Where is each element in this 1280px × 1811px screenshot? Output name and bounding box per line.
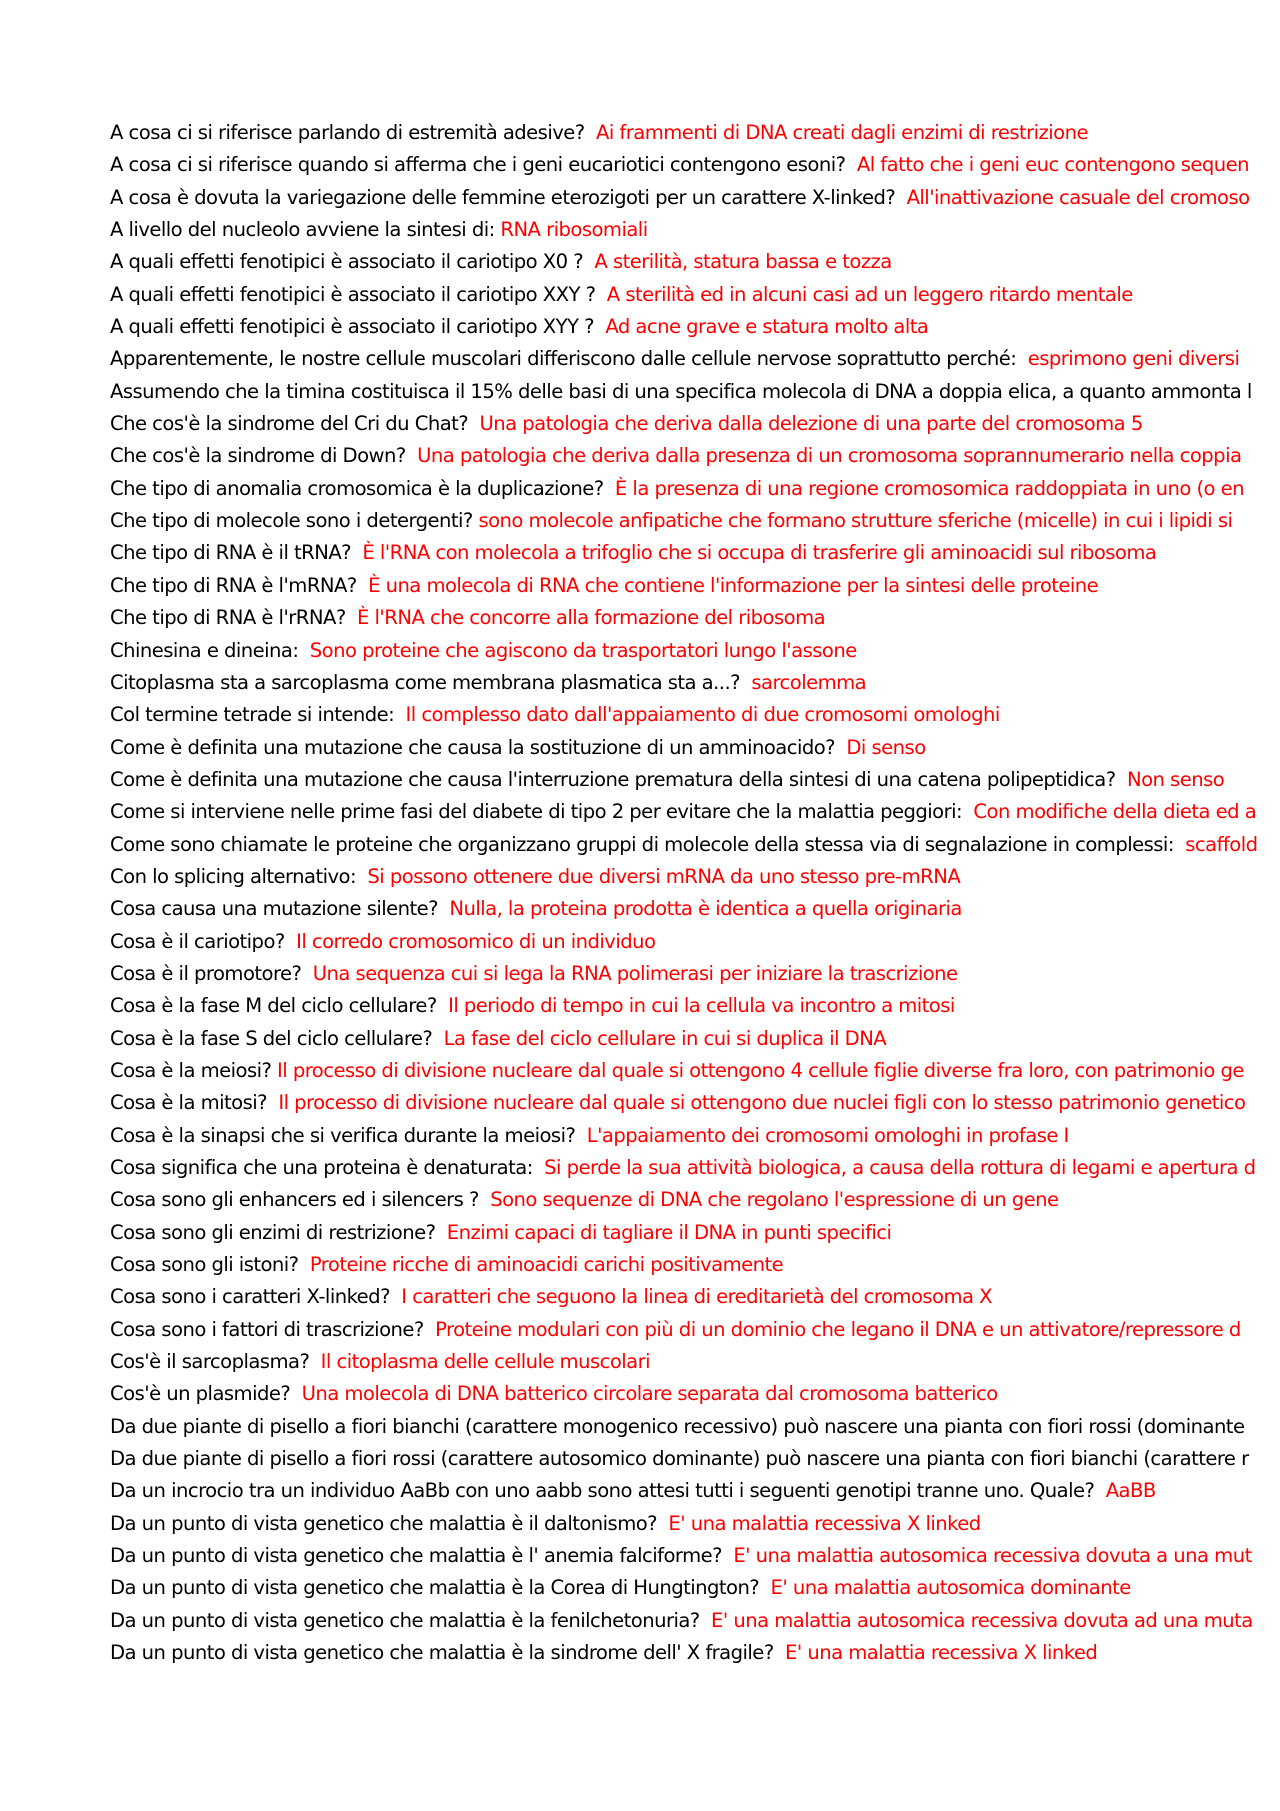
- question-text: Da un punto di vista genetico che malattia è la fenilchetonuria?: [110, 1608, 700, 1632]
- answer-text: Una molecola di DNA batterico circolare separata dal cromosoma batterico: [301, 1382, 998, 1406]
- question-text: Da un punto di vista genetico che malattia è l' anemia falciforme?: [110, 1544, 722, 1568]
- question-text: Che tipo di anomalia cromosomica è la duplicazione?: [110, 476, 604, 500]
- question-text: A quali effetti fenotipici è associato il cariotipo XXY ?: [110, 282, 596, 306]
- question-text: A quali effetti fenotipici è associato il cariotipo XYY ?: [110, 315, 594, 339]
- answer-text: A sterilità ed in alcuni casi ad un leggero ritardo mentale: [606, 282, 1133, 306]
- answer-text: I caratteri che seguono la linea di ereditarietà del cromosoma X: [401, 1285, 993, 1309]
- qa-row: [110, 764, 1280, 796]
- question-text: A livello del nucleolo avviene la sintesi di:: [110, 218, 495, 242]
- question-text: Col termine tetrade si intende:: [110, 703, 395, 727]
- question-text: Cosa è il promotore?: [110, 961, 302, 985]
- qa-row: [110, 376, 1280, 408]
- question-text: Cosa sono i fattori di trascrizione?: [110, 1317, 424, 1341]
- answer-text: A sterilità, statura bassa e tozza: [594, 250, 892, 274]
- answer-text: Il complesso dato dall'appaiamento di due cromosomi omologhi: [405, 703, 1000, 727]
- qa-row: [110, 667, 1280, 699]
- answer-text: È una molecola di RNA che contiene l'informazione per la sintesi delle proteine: [368, 573, 1099, 597]
- answer-text: Nulla, la proteina prodotta è identica a quella originaria: [449, 897, 962, 921]
- answer-text: sarcolemma: [751, 670, 867, 694]
- answer-text: È l'RNA che concorre alla formazione del ribosoma: [357, 606, 826, 630]
- question-text: Da due piante di pisello a fiori bianchi (carattere monogenico recessivo) può nascere una pianta con fiori rossi (dominante: [110, 1414, 1245, 1438]
- qa-row: [110, 505, 1280, 537]
- answer-text: All'inattivazione casuale del cromoso: [906, 185, 1250, 209]
- question-text: Cosa significa che una proteina è denaturata:: [110, 1156, 533, 1179]
- question-text: Da un incrocio tra un individuo AaBb con uno aabb sono attesi tutti i seguenti genotipi tranne uno. Quale?: [110, 1479, 1095, 1503]
- question-text: Cosa è la fase M del ciclo cellulare?: [110, 994, 437, 1018]
- answer-text: Il processo di divisione nucleare dal quale si ottengono due nuclei figli con lo stesso patrimonio genetico: [278, 1091, 1246, 1115]
- answer-text: Con modifiche della dieta ed a: [973, 800, 1257, 824]
- answer-text: Ad acne grave e statura molto alta: [605, 315, 929, 339]
- qa-row: [110, 311, 1280, 343]
- answer-text: La fase del ciclo cellulare in cui si duplica il DNA: [443, 1026, 887, 1050]
- qa-row: [110, 570, 1280, 602]
- qa-row: [110, 1346, 1280, 1378]
- answer-text: E' una malattia autosomica dominante: [770, 1576, 1131, 1600]
- qa-row: [110, 1055, 1280, 1087]
- qa-row: [110, 473, 1280, 505]
- answer-text: scaffold: [1185, 832, 1258, 856]
- question-text: Cosa sono gli enhancers ed i silencers ?: [110, 1188, 479, 1212]
- qa-row: [110, 958, 1280, 990]
- qa-row: [110, 1378, 1280, 1410]
- qa-row: [110, 699, 1280, 731]
- qa-row: [110, 246, 1280, 278]
- answer-text: E' una malattia recessiva X linked: [668, 1511, 981, 1535]
- question-text: Cosa è la fase S del ciclo cellulare?: [110, 1026, 433, 1050]
- answer-text: E' una malattia autosomica recessiva dovuta a una mut: [733, 1544, 1252, 1568]
- qa-row: [110, 1443, 1280, 1475]
- answer-text: E' una malattia autosomica recessiva dovuta ad una muta: [711, 1608, 1253, 1632]
- question-text: A cosa ci si riferisce quando si afferma che i geni eucariotici contengono esoni?: [110, 153, 846, 177]
- qa-row: [110, 990, 1280, 1022]
- question-text: Da due piante di pisello a fiori rossi (carattere autosomico dominante) può nascere una pianta con fiori bianchi (carattere r: [110, 1447, 1249, 1471]
- question-text: Come è definita una mutazione che causa la sostituzione di un amminoacido?: [110, 735, 836, 759]
- qa-row: [110, 1540, 1280, 1572]
- answer-text: RNA ribosomiali: [500, 218, 648, 242]
- answer-text: Proteine modulari con più di un dominio che legano il DNA e un attivatore/repressore d: [435, 1317, 1241, 1341]
- qa-row: [110, 1637, 1280, 1669]
- qa-row: [110, 408, 1280, 440]
- question-text: Da un punto di vista genetico che malattia è il daltonismo?: [110, 1511, 658, 1535]
- question-text: Assumendo che la timina costituisca il 15% delle basi di una specifica molecola di DNA a doppia elica, a quanto ammonta l: [110, 379, 1252, 403]
- qa-row: [110, 829, 1280, 861]
- question-text: Che cos'è la sindrome del Cri du Chat?: [110, 412, 469, 436]
- qa-row: [110, 343, 1280, 375]
- qa-row: [110, 182, 1280, 214]
- qa-row: [110, 1475, 1280, 1507]
- answer-text: È la presenza di una regione cromosomica raddoppiata in uno (o en: [614, 476, 1245, 500]
- answer-text: Il corredo cromosomico di un individuo: [296, 929, 656, 953]
- question-text: Cosa è la mitosi?: [110, 1091, 267, 1115]
- question-text: Cos'è il sarcoplasma?: [110, 1350, 310, 1374]
- answer-text: Il citoplasma delle cellule muscolari: [320, 1350, 651, 1374]
- answer-text: Di senso: [846, 735, 926, 759]
- qa-row: [110, 893, 1280, 925]
- qa-row: [110, 1314, 1280, 1346]
- question-text: Che tipo di molecole sono i detergenti?: [110, 509, 473, 533]
- answer-text: Enzimi capaci di tagliare il DNA in punti specifici: [446, 1220, 892, 1244]
- answer-text: Il periodo di tempo in cui la cellula va incontro a mitosi: [448, 994, 955, 1018]
- answer-text: sono molecole anfipatiche che formano strutture sferiche (micelle) in cui i lipidi si: [478, 509, 1233, 533]
- qa-row: [110, 861, 1280, 893]
- qa-row: [110, 1120, 1280, 1152]
- question-text: Apparentemente, le nostre cellule muscolari differiscono dalle cellule nervose soprattutto perché:: [110, 347, 1017, 371]
- qa-row: [110, 732, 1280, 764]
- qa-row: [110, 1281, 1280, 1313]
- answer-text: Si perde la sua attività biologica, a causa della rottura di legami e apertura d: [544, 1156, 1256, 1179]
- question-text: A cosa è dovuta la variegazione delle femmine eterozigoti per un carattere X-linked?: [110, 185, 896, 209]
- question-text: Cosa è la sinapsi che si verifica durante la meiosi?: [110, 1123, 576, 1147]
- qa-document: [110, 117, 1280, 1670]
- question-text: Chinesina e dineina:: [110, 638, 299, 662]
- question-text: Citoplasma sta a sarcoplasma come membrana plasmatica sta a...?: [110, 670, 740, 694]
- qa-row: [110, 1572, 1280, 1604]
- answer-text: Una patologia che deriva dalla presenza di un cromosoma soprannumerario nella coppia: [417, 444, 1242, 468]
- question-text: A quali effetti fenotipici è associato il cariotipo X0 ?: [110, 250, 584, 274]
- qa-row: [110, 1023, 1280, 1055]
- question-text: Da un punto di vista genetico che malattia è la sindrome dell' X fragile?: [110, 1641, 774, 1665]
- question-text: Con lo splicing alternativo:: [110, 864, 357, 888]
- answer-text: Al fatto che i geni euc contengono sequen: [856, 153, 1250, 177]
- qa-row: [110, 796, 1280, 828]
- question-text: Che tipo di RNA è il tRNA?: [110, 541, 352, 565]
- answer-text: Ai frammenti di DNA creati dagli enzimi di restrizione: [596, 121, 1088, 144]
- qa-row: [110, 602, 1280, 634]
- question-text: A cosa ci si riferisce parlando di estremità adesive?: [110, 121, 585, 144]
- qa-row: [110, 926, 1280, 958]
- answer-text: Una patologia che deriva dalla delezione di una parte del cromosoma 5: [479, 412, 1143, 436]
- question-text: Da un punto di vista genetico che malattia è la Corea di Hungtington?: [110, 1576, 760, 1600]
- qa-row: [110, 1184, 1280, 1216]
- answer-text: Sono sequenze di DNA che regolano l'espressione di un gene: [490, 1188, 1059, 1212]
- qa-row: [110, 440, 1280, 472]
- question-text: Cosa è il cariotipo?: [110, 929, 285, 953]
- qa-row: [110, 149, 1280, 181]
- qa-row: [110, 1152, 1280, 1184]
- qa-row: [110, 635, 1280, 667]
- qa-row: [110, 1411, 1280, 1443]
- answer-text: Non senso: [1126, 767, 1225, 791]
- question-text: Come si interviene nelle prime fasi del diabete di tipo 2 per evitare che la malattia peggiori:: [110, 800, 963, 824]
- qa-row: [110, 214, 1280, 246]
- qa-row: [110, 117, 1280, 149]
- question-text: Come sono chiamate le proteine che organizzano gruppi di molecole della stessa via di segnalazione in complessi:: [110, 832, 1174, 856]
- question-text: Cosa sono gli enzimi di restrizione?: [110, 1220, 436, 1244]
- question-text: Che cos'è la sindrome di Down?: [110, 444, 406, 468]
- answer-text: esprimono geni diversi: [1027, 347, 1240, 371]
- answer-text: Sono proteine che agiscono da trasportatori lungo l'assone: [309, 638, 857, 662]
- qa-row: [110, 1087, 1280, 1119]
- question-text: Come è definita una mutazione che causa l'interruzione prematura della sintesi di una catena polipeptidica?: [110, 767, 1116, 791]
- question-text: Cosa è la meiosi?: [110, 1058, 272, 1082]
- answer-text: Una sequenza cui si lega la RNA polimerasi per iniziare la trascrizione: [312, 961, 958, 985]
- qa-row: [110, 1249, 1280, 1281]
- answer-text: Il processo di divisione nucleare dal quale si ottengono 4 cellule figlie diverse fra loro, con patrimonio ge: [277, 1058, 1244, 1082]
- question-text: Che tipo di RNA è l'rRNA?: [110, 606, 346, 630]
- answer-text: Proteine ricche di aminoacidi carichi positivamente: [309, 1253, 784, 1277]
- qa-row: [110, 1217, 1280, 1249]
- answer-text: Si possono ottenere due diversi mRNA da uno stesso pre-mRNA: [367, 864, 961, 888]
- question-text: Che tipo di RNA è l'mRNA?: [110, 573, 357, 597]
- question-text: Cosa sono i caratteri X-linked?: [110, 1285, 390, 1309]
- qa-row: [110, 1508, 1280, 1540]
- qa-row: [110, 279, 1280, 311]
- question-text: Cosa sono gli istoni?: [110, 1253, 299, 1277]
- answer-text: E' una malattia recessiva X linked: [785, 1641, 1098, 1665]
- question-text: Cos'è un plasmide?: [110, 1382, 291, 1406]
- question-text: Cosa causa una mutazione silente?: [110, 897, 438, 921]
- answer-text: AaBB: [1105, 1479, 1156, 1503]
- qa-row: [110, 537, 1280, 569]
- qa-row: [110, 1605, 1280, 1637]
- answer-text: L'appaiamento dei cromosomi omologhi in profase I: [586, 1123, 1069, 1147]
- answer-text: È l'RNA con molecola a trifoglio che si occupa di trasferire gli aminoacidi sul ribosoma: [362, 541, 1157, 565]
